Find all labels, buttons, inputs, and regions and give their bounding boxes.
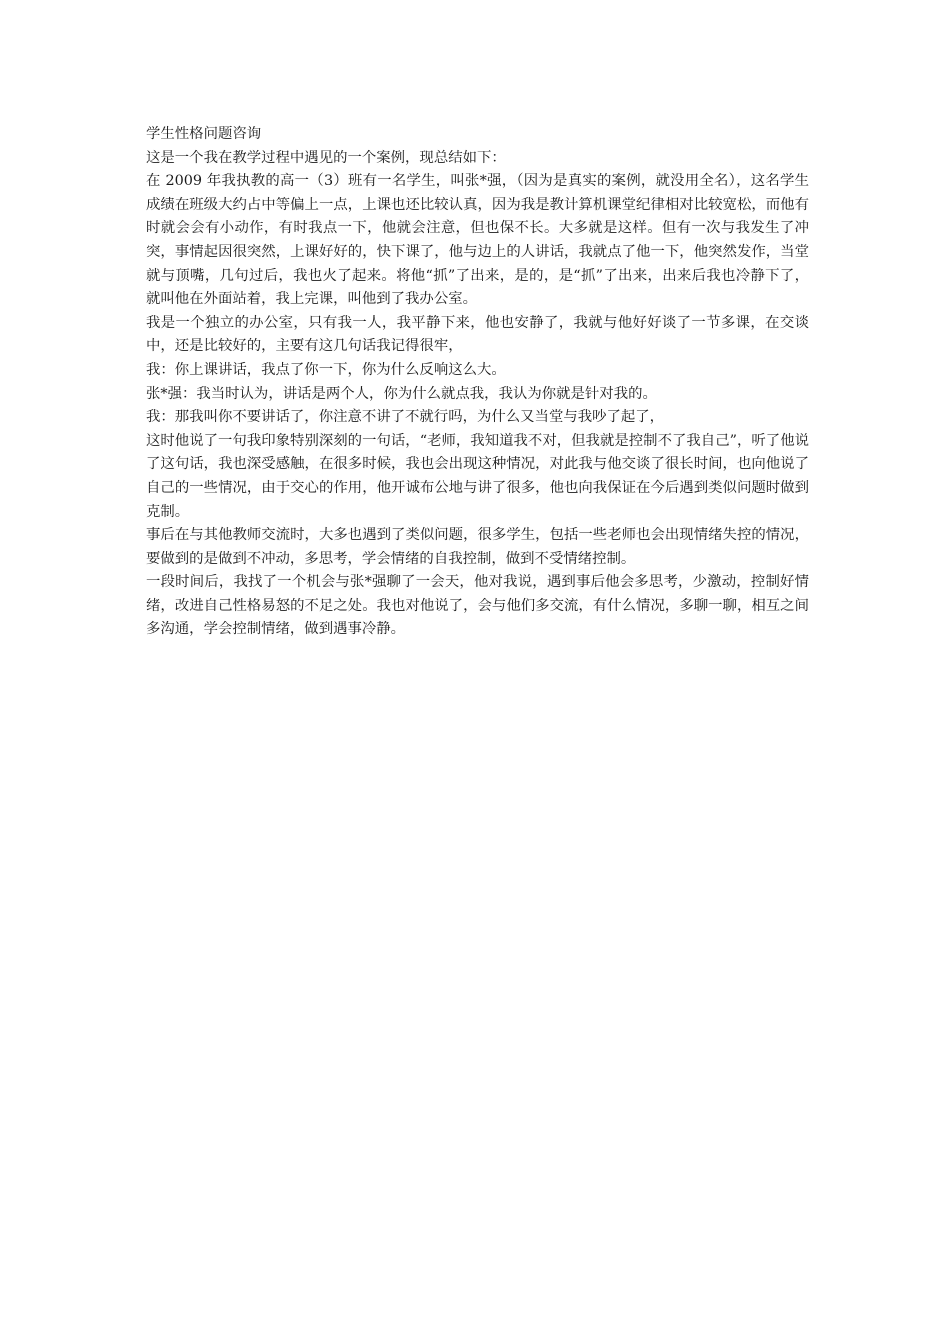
paragraph-case-background: 在 2009 年我执教的高一（3）班有一名学生，叫张*强，（因为是真实的案例，就没用全名），这名学生成绩在班级大约占中等偏上一点，上课也还比较认真，因为我是教计算机课堂纪律相对比较宽松，而他有时就会会有小动作，有时我点一下，他就会注意，但也保不长。大多就是这样。但有一次与我发生了冲突，事情起因很突然，上课好好的，快下课了，他与边上的人讲话，我就点了他一下，他突然发作，当堂就与顶嘴，几句过后，我也火了起来。将他“抓”了出来，是的，是“抓”了出来，出来后我也冷静下了， 就叫他在外面站着，我上完课，叫他到了我办公室。 [146, 173, 809, 308]
paragraph-office-talk: 我是一个独立的办公室，只有我一人，我平静下来，他也安静了，我就与他好好谈了一节多课，在交谈中，还是比较好的，主要有这几句话我记得很牢， [146, 314, 809, 355]
paragraph-dialogue-teacher-2: 我：那我叫你不要讲话了，你注意不讲了不就行吗，为什么又当堂与我吵了起了， [146, 409, 665, 426]
paragraph-dialogue-teacher-1: 我：你上课讲话，我点了你一下，你为什么反响这么大。 [146, 361, 506, 378]
paragraph-dialogue-student: 张*强：我当时认为，讲话是两个人，你为什么就点我，我认为你就是针对我的。 [146, 385, 657, 402]
document-body [146, 123, 809, 642]
paragraph-follow-up: 一段时间后，我找了一个机会与张*强聊了一会天，他对我说，遇到事后他会多思考，少激动，控制好情绪，改进自己性格易怒的不足之处。我也对他说了，会与他们多交流，有什么情况，多聊一聊，相互之间多沟通，学会控制情绪，做到遇事冷静。 [146, 574, 809, 638]
paragraph-intro: 这是一个我在教学过程中遇见的一个案例，现总结如下： [146, 149, 506, 166]
paragraph-student-confession: 这时他说了一句我印象特别深刻的一句话，“老师，我知道我不对，但我就是控制不了我自己”，听了他说了这句话，我也深受感触，在很多时候，我也会出现这种情况，对此我与他交谈了很长时间，也向他说了自己的一些情况，由于交心的作用，他开诚布公地与讲了很多，他也向我保证在今后遇到类似问题时做到克制。 [146, 432, 809, 520]
document-title: 学生性格问题咨询 [146, 126, 262, 142]
paragraph-reflection: 事后在与其他教师交流时，大多也遇到了类似问题，很多学生，包括一些老师也会出现情绪失控的情况，要做到的是做到不冲动，多思考，学会情绪的自我控制，做到不受情绪控制。 [146, 527, 809, 567]
